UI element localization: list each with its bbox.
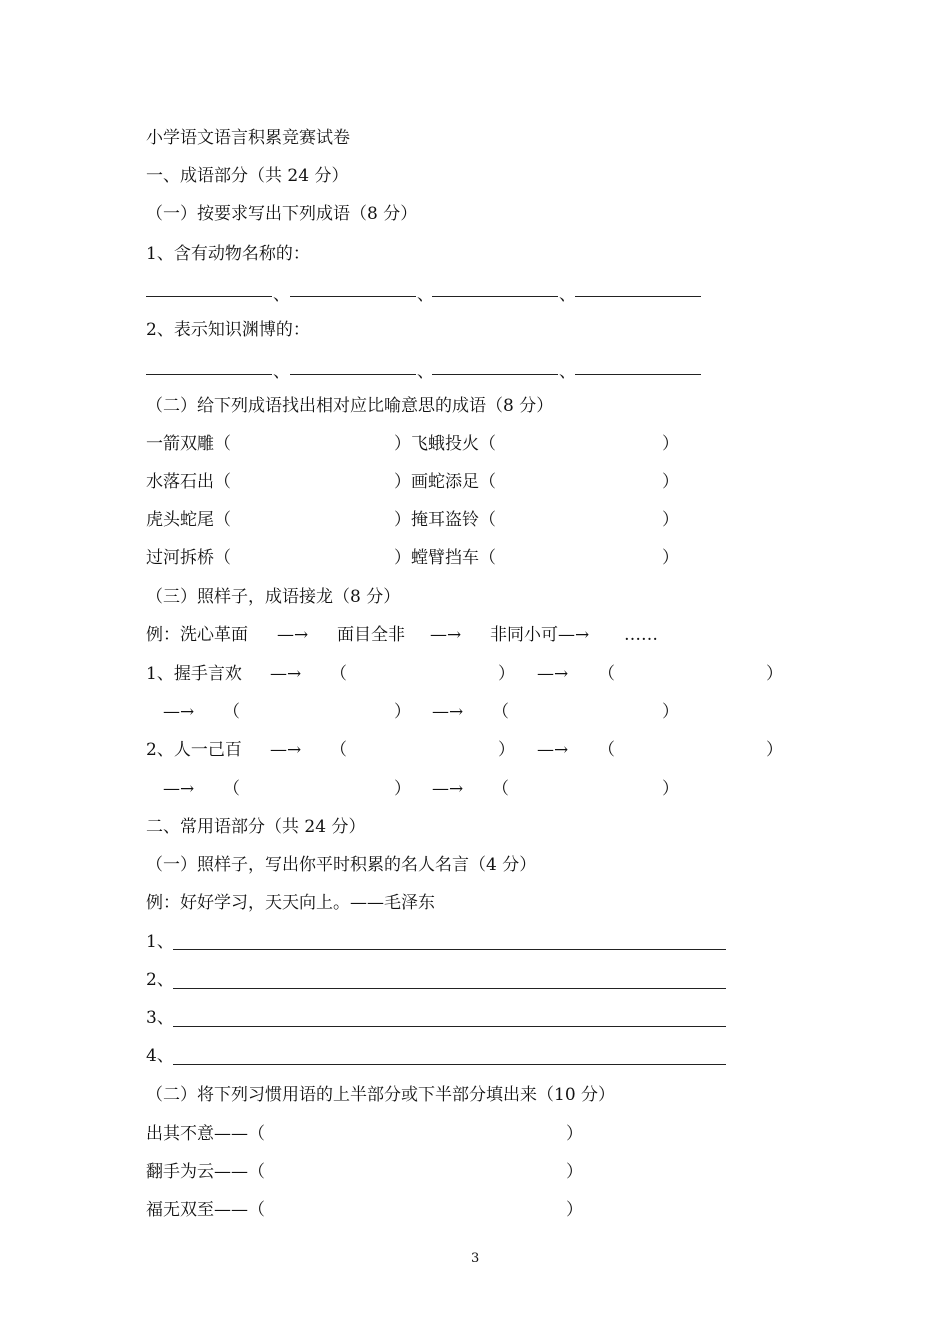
quote-answer-line[interactable] [173,988,726,989]
arrow: —→ [430,625,462,645]
chain-q2-start: 2、人一己百 [146,740,242,760]
quote-answer-line[interactable] [173,949,726,950]
part1-heading: 一、成语部分（共 24 分） [146,166,349,186]
separator: 、 [417,362,434,382]
answer-blank[interactable] [575,374,701,375]
arrow: —→ [163,779,195,799]
open-paren: （ [330,664,347,684]
arrow: —→ [270,664,302,684]
answer-blank[interactable] [575,296,701,297]
answer-blank[interactable] [432,296,558,297]
part1-s1-q1: 1、含有动物名称的： [146,244,310,264]
idiom-prompt: 虎头蛇尾（ [146,510,231,530]
close-paren: ） [566,1124,583,1144]
quote-number: 4、 [146,1046,174,1066]
quote-answer-line[interactable] [173,1026,726,1027]
idiom-prompt: ）飞蛾投火（ [394,434,496,454]
separator: 、 [559,285,576,305]
close-paren: ） [566,1162,583,1182]
quote-number: 1、 [146,932,174,952]
part2-s2-heading: （二）将下列习惯用语的上半部分或下半部分填出来（10 分） [146,1085,616,1105]
part1-s1-heading: （一）按要求写出下列成语（8 分） [146,204,418,224]
page-number: 3 [471,1251,480,1266]
close-paren: ） [662,434,679,454]
quote-example: 例：好好学习，天天向上。——毛泽东 [146,893,435,913]
arrow: —→ [163,702,195,722]
answer-blank[interactable] [432,374,558,375]
close-paren: ） [662,472,679,492]
answer-blank[interactable] [146,374,272,375]
close-paren: ） [662,779,679,799]
arrow: —→ [270,740,302,760]
separator: 、 [559,362,576,382]
arrow: —→ [537,740,569,760]
answer-blank[interactable] [290,374,416,375]
open-paren: （ [223,702,240,722]
idiom-prompt: ）掩耳盗铃（ [394,510,496,530]
part1-s1-q2: 2、表示知识渊博的： [146,320,310,340]
ellipsis: …… [624,625,658,645]
close-paren: ） [766,664,783,684]
close-paren: ） [566,1200,583,1220]
part2-heading: 二、常用语部分（共 24 分） [146,817,366,837]
chain-example-word: 面目全非 [337,625,405,645]
chain-example-start: 例：洗心革面 [146,625,248,645]
phrase-prompt: 出其不意——（ [146,1124,265,1144]
exam-title: 小学语文语言积累竞赛试卷 [146,128,350,148]
separator: 、 [273,285,290,305]
quote-answer-line[interactable] [173,1064,726,1065]
arrow: —→ [432,779,464,799]
idiom-prompt: ）螳臂挡车（ [394,548,496,568]
chain-example-word: 非同小可—→ [490,625,590,645]
chain-q1-start: 1、握手言欢 [146,664,242,684]
open-paren: （ [492,702,509,722]
close-paren: ） [662,510,679,530]
part1-s2-heading: （二）给下列成语找出相对应比喻意思的成语（8 分） [146,396,554,416]
answer-blank[interactable] [146,296,272,297]
close-paren: ） [394,779,411,799]
arrow: —→ [537,664,569,684]
close-paren: ） [662,548,679,568]
open-paren: （ [492,779,509,799]
separator: 、 [273,362,290,382]
answer-blank[interactable] [290,296,416,297]
close-paren: ） [662,702,679,722]
quote-number: 3、 [146,1008,174,1028]
arrow: —→ [277,625,309,645]
close-paren: ） [394,702,411,722]
quote-number: 2、 [146,970,174,990]
separator: 、 [417,285,434,305]
idiom-prompt: 一箭双雕（ [146,434,231,454]
close-paren: ） [498,740,515,760]
arrow: —→ [432,702,464,722]
idiom-prompt: 过河拆桥（ [146,548,231,568]
idiom-prompt: ）画蛇添足（ [394,472,496,492]
phrase-prompt: 翻手为云——（ [146,1162,265,1182]
open-paren: （ [330,740,347,760]
open-paren: （ [598,664,615,684]
part1-s3-heading: （三）照样子，成语接龙（8 分） [146,587,401,607]
open-paren: （ [223,779,240,799]
close-paren: ） [766,740,783,760]
phrase-prompt: 福无双至——（ [146,1200,265,1220]
close-paren: ） [498,664,515,684]
open-paren: （ [598,740,615,760]
part2-s1-heading: （一）照样子，写出你平时积累的名人名言（4 分） [146,855,537,875]
idiom-prompt: 水落石出（ [146,472,231,492]
